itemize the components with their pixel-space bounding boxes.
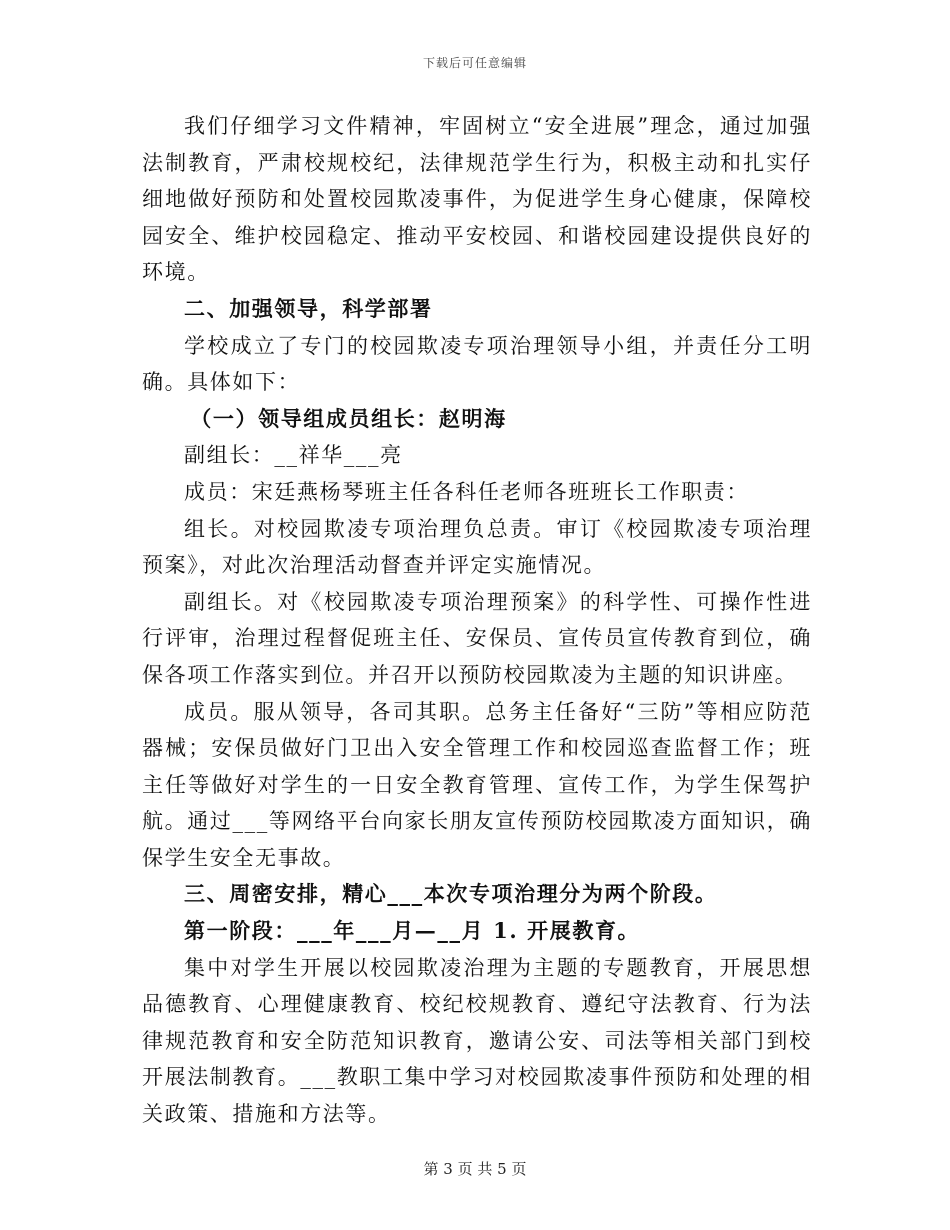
subheading-leadership: （一）领导组成员组长：赵明海 — [190, 405, 507, 431]
page-number: 第 3 页 共 5 页 — [423, 1160, 527, 1178]
paragraph-members: 成员：宋廷燕杨琴班主任各科任老师各班班长工作职责： — [184, 479, 749, 504]
paragraph-education: 集中对学生开展以校园欺凌治理为主题的专题教育，开展思想品德教育、心理健康教育、校纪校规教育、遵纪守法教育、行为法律规范教育和安全防范知识教育，邀请公安、司法等相关部门到校开展法制教育。___教职工集中学习对校园欺凌事件预防和处理的相关政策、措施和方法等。 — [142, 955, 812, 1127]
paragraph-deputy-duty: 副组长。对《校园欺凌专项治理预案》的科学性、可操作性进行评审，治理过程督促班主任、安保员、宣传员宣传教育到位，确保各项工作落实到位。并召开以预防校园欺凌为主题的知识讲座。 — [142, 589, 812, 687]
section-heading-2: 二、加强领导，科学部署 — [184, 295, 433, 321]
document-body — [142, 108, 812, 1133]
page-header-note: 下载后可任意编辑 — [422, 56, 527, 70]
paragraph-team-setup: 学校成立了专门的校园欺凌专项治理领导小组，并责任分工明确。具体如下： — [142, 333, 812, 395]
paragraph-deputy-leaders: 副组长：__祥华___亮 — [184, 443, 403, 468]
phase-one-heading: 第一阶段：___年___月—__月 1. 开展教育。 — [184, 918, 641, 944]
paragraph-intro: 我们仔细学习文件精神，牢固树立“安全进展”理念，通过加强法制教育，严肃校规校纪，法律规范学生行为，积极主动和扎实仔细地做好预防和处置校园欺凌事件，为促进学生身心健康，保障校园安全、维护校园稳定、推动平安校园、和谐校园建设提供良好的环境。 — [142, 114, 812, 285]
section-heading-3: 三、周密安排，精心___本次专项治理分为两个阶段。 — [184, 881, 718, 907]
paragraph-member-duty: 成员。服从领导，各司其职。总务主任备好“三防”等相应防范器械；安保员做好门卫出入安全管理工作和校园巡查监督工作；班主任等做好对学生的一日安全教育管理、宣传工作，为学生保驾护航。通过___等网络平台向家长朋友宣传预防校园欺凌方面知识，确保学生安全无事故。 — [142, 699, 812, 870]
paragraph-leader-duty: 组长。对校园欺凌专项治理负总责。审订《校园欺凌专项治理预案》，对此次治理活动督查并评定实施情况。 — [142, 516, 812, 578]
